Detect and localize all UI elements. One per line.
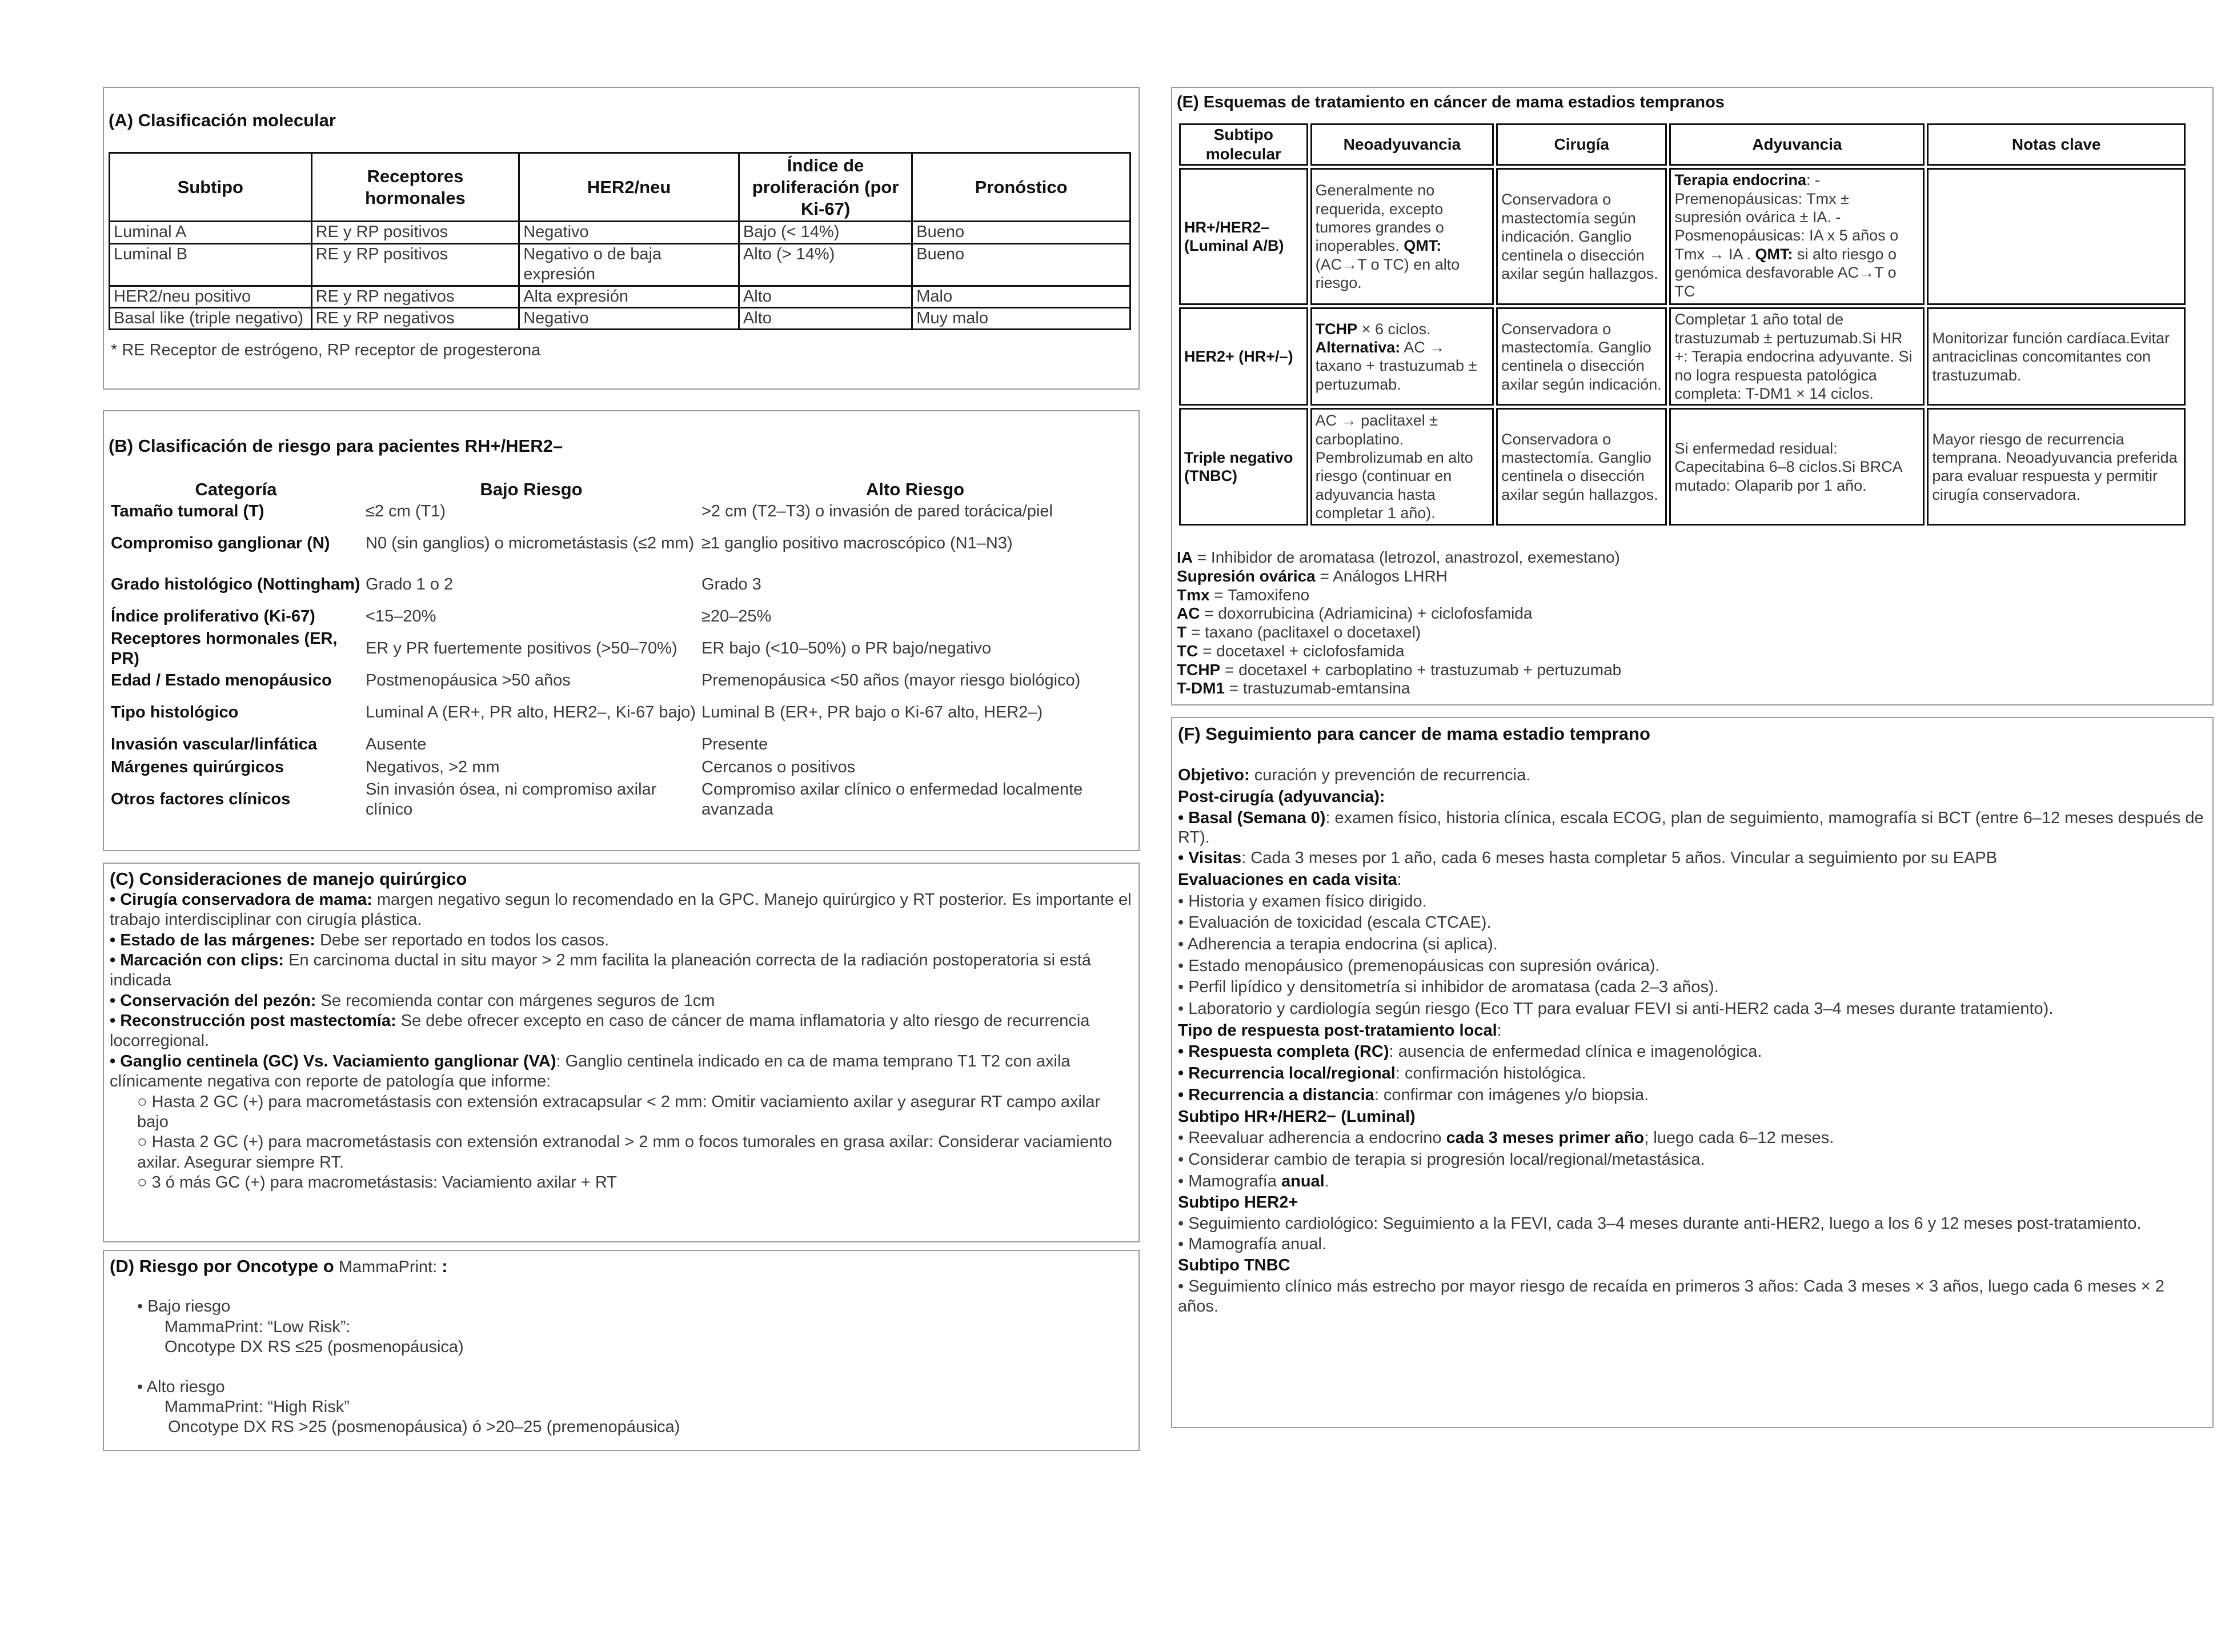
panel-e-title: (E) Esquemas de tratamiento en cáncer de mama estadios tempranos <box>1177 93 1725 111</box>
high-risk-cell: Grado 3 <box>701 575 761 594</box>
adjuvant-cell: Completar 1 año total de trastuzumab ± pertuzumab.Si HR +: Terapia endocrina adyuvante. Si no logra respuesta patológica completa: T-DM1 × 14 ciclos. <box>1669 307 1925 406</box>
abbreviation-item: AC = doxorrubicina (Adriamicina) + ciclofosfamida <box>1177 604 1533 623</box>
table-cell: Negativo o de baja expresión <box>519 243 739 286</box>
panel-a-title: (A) Clasificación molecular <box>109 110 336 130</box>
high-risk-cell: >2 cm (T2–T3) o invasión de pared torácica/piel <box>701 502 1053 521</box>
risk-classification-table <box>109 479 1131 820</box>
abbreviation-item: Supresión ovárica = Análogos LHRH <box>1177 567 1448 585</box>
table-row <box>109 628 1131 669</box>
surgical-item: • Reconstrucción post mastectomía: Se debe ofrecer excepto en caso de cáncer de mama inflamatoria y alto riesgo de recurrencia locorregional. <box>110 1012 1090 1050</box>
low-risk-cell: <15–20% <box>366 607 436 626</box>
col-header: Índice de proliferación (por Ki-67) <box>739 153 912 222</box>
visits-item: • Visitas: Cada 3 meses por 1 año, cada 6 meses hasta completar 5 años. Vincular a seguimiento por su EAPB <box>1178 849 1998 868</box>
col-header: Alto Riesgo <box>865 479 965 500</box>
table-row <box>109 606 1131 628</box>
table-cell: Negativo <box>519 307 739 329</box>
table-row <box>109 779 1131 820</box>
her2-item: • Mamografía anual. <box>1178 1234 1327 1253</box>
table-row <box>1179 408 2186 526</box>
high-risk-cell: Presente <box>701 735 768 754</box>
evaluations-heading: Evaluaciones en cada visita: <box>1178 870 1402 889</box>
col-header: Bajo Riesgo <box>480 479 583 500</box>
surgical-item: • Estado de las márgenes: Debe ser reportado en todos los casos. <box>110 931 610 949</box>
abbreviation-item: IA = Inhibidor de aromatasa (letrozol, anastrozol, exemestano) <box>1177 548 1620 566</box>
neoadjuvant-cell: AC → paclitaxel ± carboplatino. Pembrolizumab en alto riesgo (continuar en adyuvancia hasta completar 1 año). <box>1310 408 1494 526</box>
surgical-item: • Ganglio centinela (GC) Vs. Vaciamiento ganglionar (VA): Ganglio centinela indicado en ca de mama temprano T1 T2 con axila clínicamente negativa con reporte de patología que informe: <box>110 1052 1071 1091</box>
risk-category: Edad / Estado menopáusico <box>111 671 332 690</box>
abbreviation-item: TCHP = docetaxel + carboplatino + trastuzumab + pertuzumab <box>1177 660 1622 679</box>
response-item: • Recurrencia a distancia: confirmar con imágenes y/o biopsia. <box>1178 1085 1649 1104</box>
surgery-cell: Conservadora o mastectomía según indicación. Ganglio centinela o disección axilar según hallazgos. <box>1496 168 1667 305</box>
table-cell: Bueno <box>912 243 1130 286</box>
table-row <box>109 500 1131 523</box>
low-risk-oncotype: Oncotype DX RS ≤25 (posmenopáusica) <box>165 1338 464 1357</box>
col-header: Adyuvancia <box>1669 123 1925 166</box>
high-risk-cell: Compromiso axilar clínico o enfermedad localmente avanzada <box>701 780 1083 819</box>
panel-d-title: (D) Riesgo por Oncotype o MammaPrint: : <box>110 1256 448 1276</box>
evaluation-item: • Adherencia a terapia endocrina (si aplica). <box>1178 935 1498 954</box>
high-risk-cell: ≥20–25% <box>701 607 772 626</box>
table-cell: Luminal B <box>110 243 312 286</box>
low-risk-cell: ≤2 cm (T1) <box>366 502 446 521</box>
table-cell: Alto <box>739 286 912 307</box>
low-risk-cell: Ausente <box>366 735 427 754</box>
high-risk-cell: ≥1 ganglio positivo macroscópico (N1–N3) <box>701 534 1013 553</box>
luminal-item: • Considerar cambio de terapia si progresión local/regional/metastásica. <box>1178 1150 1705 1169</box>
table-row <box>109 692 1131 733</box>
surgical-item: • Conservación del pezón: Se recomienda contar con márgenes seguros de 1cm <box>110 991 715 1010</box>
table-row <box>110 286 1130 307</box>
treatment-table <box>1177 121 2188 528</box>
panel-f-followup <box>1171 717 2214 1428</box>
evaluation-item: • Estado menopáusico (premenopáusicas con supresión ovárica). <box>1178 956 1660 975</box>
low-risk-cell: N0 (sin ganglios) o micrometástasis (≤2 mm) <box>366 534 695 553</box>
low-risk-label: • Bajo riesgo <box>137 1297 231 1316</box>
table-row <box>110 307 1130 329</box>
objective-line: Objetivo: curación y prevención de recurrencia. <box>1178 766 1531 785</box>
col-header: Subtipo molecular <box>1179 123 1308 166</box>
table-cell: HER2/neu positivo <box>110 286 312 307</box>
panel-d-oncotype-risk <box>103 1250 1140 1451</box>
panel-f-title: (F) Seguimiento para cancer de mama estadio temprano <box>1178 724 1650 744</box>
panel-b-risk-classification <box>103 410 1140 851</box>
low-risk-cell: Grado 1 o 2 <box>366 575 454 594</box>
table-row <box>109 564 1131 606</box>
high-risk-cell: ER bajo (<10–50%) o PR bajo/negativo <box>701 639 992 658</box>
low-risk-cell: Luminal A (ER+, PR alto, HER2–, Ki-67 bajo) <box>366 703 696 722</box>
tnbc-item: • Seguimiento clínico más estrecho por mayor riesgo de recaída en primeros 3 años: Cada 3 meses × 3 años, luego cada 6 meses × 2 años. <box>1178 1277 2164 1316</box>
abbreviation-item: T-DM1 = trastuzumab-emtansina <box>1177 679 1410 697</box>
high-risk-cell: Luminal B (ER+, PR bajo o Ki-67 alto, HER2–) <box>701 703 1043 722</box>
response-item: • Respuesta completa (RC): ausencia de enfermedad clínica e imagenológica. <box>1178 1042 1762 1061</box>
col-header: Categoría <box>195 479 277 500</box>
table-cell: Negativo <box>519 222 739 243</box>
high-risk-cell: Cercanos o positivos <box>701 758 856 777</box>
her2-item: • Seguimiento cardiológico: Seguimiento a la FEVI, cada 3–4 meses durante anti-HER2, luego a los 6 y 12 meses post-tratamiento. <box>1178 1214 2142 1233</box>
table-cell: Alto (> 14%) <box>739 243 912 286</box>
table-row <box>1179 307 2186 406</box>
table-cell: RE y RP negativos <box>311 307 519 329</box>
response-item: • Recurrencia local/regional: confirmación histológica. <box>1178 1064 1586 1083</box>
table-row <box>109 733 1131 756</box>
neoadjuvant-cell: Generalmente no requerida, excepto tumores grandes o inoperables. QMT: (AC→T o TC) en alto riesgo. <box>1310 168 1494 305</box>
table-cell: Muy malo <box>912 307 1130 329</box>
tnbc-heading: Subtipo TNBC <box>1178 1256 1290 1275</box>
luminal-item: • Reevaluar adherencia a endocrino cada 3 meses primer año; luego cada 6–12 meses. <box>1178 1129 1834 1148</box>
table-cell: Bajo (< 14%) <box>739 222 912 243</box>
surgical-item: • Marcación con clips: En carcinoma ductal in situ mayor > 2 mm facilita la planeación correcta de la radiación postoperatoria si está indicada <box>110 951 1091 990</box>
col-header: Receptores hormonales <box>311 153 519 222</box>
table-cell: Alto <box>739 307 912 329</box>
table-row <box>1179 168 2186 305</box>
low-risk-cell: Postmenopáusica >50 años <box>366 671 571 690</box>
adjuvant-cell: Terapia endocrina: - Premenopáusicas: Tmx ± supresión ovárica ± IA. - Posmenopáusicas: IA x 5 años o Tmx → IA . QMT: si alto riesgo o genómica desfavorable AC→T o TC <box>1669 168 1925 305</box>
panel-b-title: (B) Clasificación de riesgo para pacientes RH+/HER2– <box>109 436 563 456</box>
notes-cell <box>1927 168 2186 305</box>
surgery-cell: Conservadora o mastectomía. Ganglio centinela o disección axilar según indicación. <box>1496 307 1667 406</box>
panel-c-surgical-management <box>103 863 1140 1242</box>
abbreviation-item: T = taxano (paclitaxel o docetaxel) <box>1177 623 1421 641</box>
risk-category: Invasión vascular/linfática <box>111 735 318 754</box>
table-cell: Alta expresión <box>519 286 739 307</box>
surgical-subitem: ○ Hasta 2 GC (+) para macrometástasis con extensión extranodal > 2 mm o focos tumorales en grasa axilar: Considerar vaciamiento axilar. Asegurar siempre RT. <box>137 1133 1112 1172</box>
high-risk-oncotype: Oncotype DX RS >25 (posmenopáusica) ó >20–25 (premenopáusica) <box>168 1418 680 1437</box>
col-header: Cirugía <box>1496 123 1667 166</box>
subtype-cell: HR+/HER2– (Luminal A/B) <box>1179 168 1308 305</box>
table-cell: Basal like (triple negativo) <box>110 307 312 329</box>
table-cell: RE y RP negativos <box>311 286 519 307</box>
risk-category: Grado histológico (Nottingham) <box>111 575 360 594</box>
evaluation-item: • Perfil lipídico y densitometría si inhibidor de aromatasa (cada 2–3 años). <box>1178 978 1719 997</box>
risk-category: Compromiso ganglionar (N) <box>111 534 330 553</box>
surgical-item: • Cirugía conservadora de mama: margen negativo segun lo recomendado en la GPC. Manejo quirúrgico y RT posterior. Es importante el trabajo interdisciplinar con cirugía plástica. <box>110 890 1132 929</box>
panel-e-treatment-schemes <box>1171 87 2214 705</box>
table-cell: RE y RP positivos <box>311 243 519 286</box>
high-risk-mammaprint: MammaPrint: “High Risk” <box>165 1397 350 1416</box>
response-heading: Tipo de respuesta post-tratamiento local: <box>1178 1021 1502 1040</box>
luminal-heading: Subtipo HR+/HER2− (Luminal) <box>1178 1107 1416 1126</box>
panel-c-title: (C) Consideraciones de manejo quirúrgico <box>110 869 467 889</box>
col-header: Neoadyuvancia <box>1310 123 1494 166</box>
high-risk-cell: Premenopáusica <50 años (mayor riesgo biológico) <box>701 671 1081 690</box>
subtype-cell: Triple negativo (TNBC) <box>1179 408 1308 526</box>
abbreviation-item: Tmx = Tamoxifeno <box>1177 586 1310 604</box>
baseline-item: • Basal (Semana 0): examen físico, historia clínica, escala ECOG, plan de seguimiento, mamografía si BCT (entre 6–12 meses después de RT). <box>1178 808 2204 847</box>
surgical-subitem: ○ Hasta 2 GC (+) para macrometástasis con extensión extracapsular < 2 mm: Omitir vaciamiento axilar y asegurar RT campo axilar bajo <box>137 1092 1101 1131</box>
evaluation-item: • Historia y examen físico dirigido. <box>1178 892 1427 911</box>
subtype-cell: HER2+ (HR+/–) <box>1179 307 1308 406</box>
table-row <box>109 756 1131 779</box>
risk-category: Otros factores clínicos <box>111 790 291 809</box>
risk-category: Índice proliferativo (Ki-67) <box>111 607 315 626</box>
table-cell: Luminal A <box>110 222 312 243</box>
table-row <box>109 523 1131 564</box>
molecular-classification-table <box>109 152 1131 330</box>
table-cell: RE y RP positivos <box>311 222 519 243</box>
table-cell: Bueno <box>912 222 1130 243</box>
table-row <box>110 243 1130 286</box>
risk-category: Tipo histológico <box>111 703 239 722</box>
abbreviation-item: TC = docetaxel + ciclofosfamida <box>1177 641 1405 660</box>
table-row <box>110 222 1130 243</box>
low-risk-cell: Negativos, >2 mm <box>366 758 500 777</box>
low-risk-cell: ER y PR fuertemente positivos (>50–70%) <box>366 639 677 658</box>
luminal-item: • Mamografía anual. <box>1178 1172 1329 1190</box>
notes-cell: Monitorizar función cardíaca.Evitar antraciclinas concomitantes con trastuzumab. <box>1927 307 2186 406</box>
low-risk-mammaprint: MammaPrint: “Low Risk”: <box>165 1317 351 1336</box>
adjuvant-cell: Si enfermedad residual: Capecitabina 6–8 ciclos.Si BRCA mutado: Olaparib por 1 año. <box>1669 408 1925 526</box>
low-risk-cell: Sin invasión ósea, ni compromiso axilar clínico <box>366 780 657 819</box>
col-header: HER2/neu <box>519 153 739 222</box>
notes-cell: Mayor riesgo de recurrencia temprana. Neoadyuvancia preferida para evaluar respuesta y permitir cirugía conservadora. <box>1927 408 2186 526</box>
surgery-cell: Conservadora o mastectomía. Ganglio centinela o disección axilar según hallazgos. <box>1496 408 1667 526</box>
evaluation-item: • Laboratorio y cardiología según riesgo (Eco TT para evaluar FEVI si anti-HER2 cada 3–4 meses durante tratamiento). <box>1178 1000 2054 1019</box>
high-risk-label: • Alto riesgo <box>137 1377 225 1396</box>
col-header: Pronóstico <box>912 153 1130 222</box>
neoadjuvant-cell: TCHP × 6 ciclos. Alternativa: AC → taxano + trastuzumab ± pertuzumab. <box>1310 307 1494 406</box>
risk-category: Receptores hormonales (ER, PR) <box>111 629 338 668</box>
col-header: Notas clave <box>1927 123 2186 166</box>
table-cell: Malo <box>912 286 1130 307</box>
surgical-subitem: ○ 3 ó más GC (+) para macrometástasis: Vaciamiento axilar + RT <box>137 1173 618 1192</box>
risk-category: Tamaño tumoral (T) <box>111 502 264 521</box>
col-header: Subtipo <box>110 153 312 222</box>
risk-category: Márgenes quirúrgicos <box>111 758 284 777</box>
post-surgery-heading: Post-cirugía (adyuvancia): <box>1178 787 1385 806</box>
evaluation-item: • Evaluación de toxicidad (escala CTCAE). <box>1178 913 1492 932</box>
abbreviations-list <box>1177 548 1621 698</box>
panel-a-footnote: * RE Receptor de estrógeno, RP receptor de progesterona <box>111 341 541 359</box>
table-row <box>109 669 1131 692</box>
her2-heading: Subtipo HER2+ <box>1178 1193 1298 1212</box>
panel-a-molecular-classification <box>103 87 1140 390</box>
